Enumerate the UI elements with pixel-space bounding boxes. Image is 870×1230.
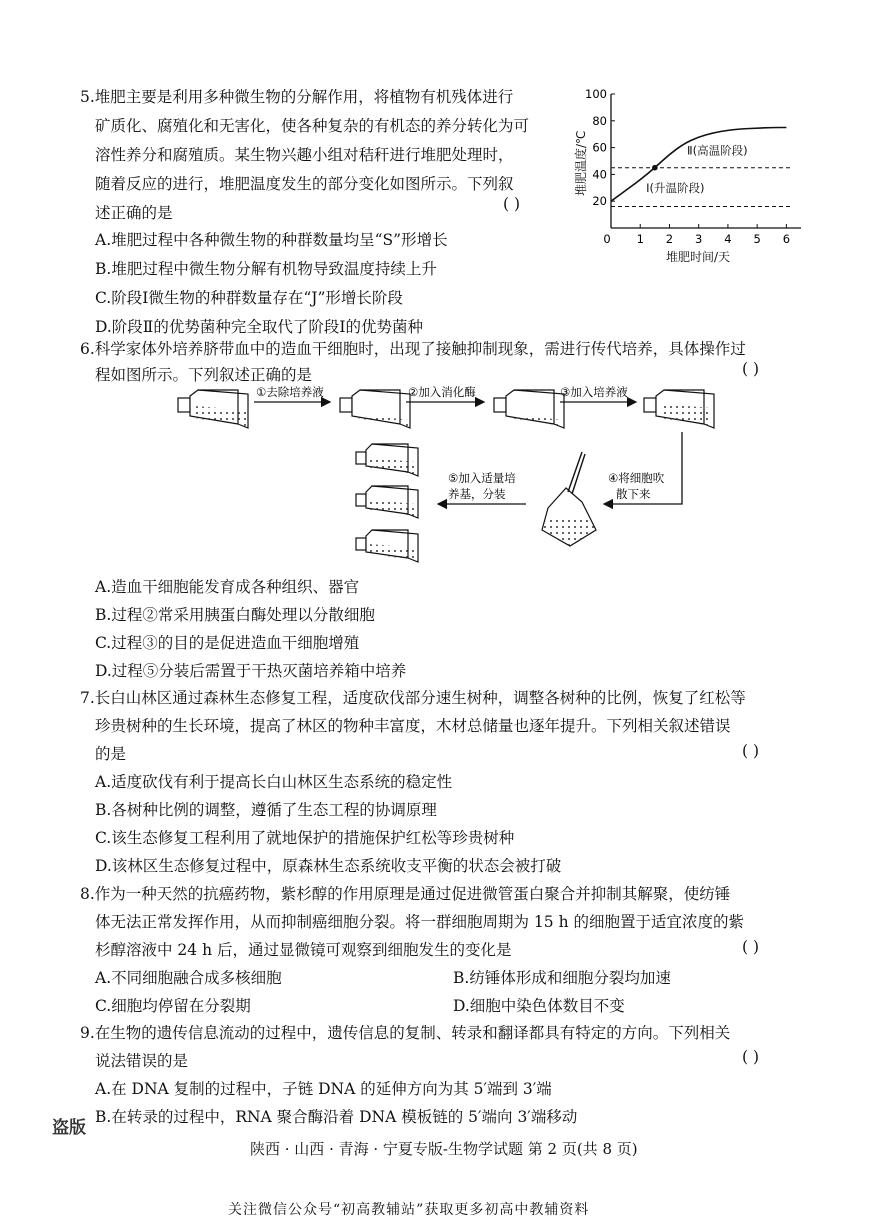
- q5-line-5: 述正确的是: [95, 204, 173, 222]
- page-footer: 陕西 · 山西 · 青海 · 宁夏专版-生物学试题 第 2 页(共 8 页): [250, 1140, 638, 1158]
- chart-x-tick-label: 0: [603, 232, 611, 246]
- upright-flask: [542, 452, 596, 546]
- q7-answer-paren: ( ): [742, 742, 760, 760]
- q7-option-a: A.适度砍伐有利于提高长白山林区生态系统的稳定性: [95, 773, 453, 791]
- chart-annotation-rising: Ⅰ(升温阶段): [646, 180, 705, 195]
- step-4-label-1: ④将细胞吹: [608, 471, 665, 485]
- chart-y-tick-label: 80: [592, 113, 607, 128]
- q9-line-1: 9.在生物的遗传信息流动的过程中，遗传信息的复制、转录和翻译都具有特定的方向。下列相关: [80, 1024, 731, 1042]
- step-4-label-2: 散下来: [616, 487, 651, 501]
- q5-line-3: 溶性养分和腐殖质。某生物兴趣小组对秸秆进行堆肥处理时，: [95, 146, 514, 164]
- chart-y-tick-label: 20: [592, 194, 607, 209]
- flask-1: [178, 390, 248, 428]
- q8-option-c: C.细胞均停留在分裂期: [95, 997, 251, 1015]
- q7-line-1: 7.长白山林区通过森林生态修复工程，适度砍伐部分速生树种，调整各树种的比例，恢复了红松等: [80, 689, 746, 707]
- flask-3: [494, 390, 564, 428]
- q8-option-b: B.纺锤体形成和细胞分裂均加速: [453, 969, 671, 987]
- chart-x-tick-label: 6: [782, 232, 791, 246]
- q6-line-1: 6.科学家体外培养脐带血中的造血干细胞时，出现了接触抑制现象，需进行传代培养，具体操作过: [80, 340, 746, 358]
- chart-y-tick-label: 40: [592, 167, 607, 182]
- chart-x-tick-label: 3: [695, 232, 703, 246]
- chart-x-label: 堆肥时间/天: [665, 250, 731, 264]
- result-flask-1: [356, 444, 418, 476]
- chart-y-tick-label: 60: [592, 140, 607, 155]
- q6-option-a: A.造血干细胞能发育成各种组织、器官: [95, 578, 360, 596]
- q8-line-3: 杉醇溶液中 24 h 后，通过显微镜可观察到细胞发生的变化是: [95, 941, 512, 959]
- result-flask-2: [356, 486, 418, 518]
- q9-answer-paren: ( ): [742, 1048, 760, 1066]
- q8-option-a: A.不同细胞融合成多核细胞: [95, 969, 282, 987]
- step-3-label: ③加入培养液: [560, 385, 628, 399]
- q6-option-b: B.过程②常采用胰蛋白酶处理以分散细胞: [95, 606, 375, 624]
- q8-line-1: 8.作为一种天然的抗癌药物，紫杉醇的作用原理是通过促进微管蛋白聚合并抑制其解聚，使纺锤: [80, 885, 731, 903]
- q6-option-d: D.过程⑤分装后需置于干热灭菌培养箱中培养: [95, 662, 407, 680]
- q6-option-c: C.过程③的目的是促进造血干细胞增殖: [95, 634, 360, 652]
- cell-culture-diagram: [170, 380, 730, 585]
- chart-ticks: [585, 87, 790, 246]
- q8-option-d: D.细胞中染色体数目不变: [453, 997, 625, 1015]
- q9-option-a: A.在 DNA 复制的过程中，子链 DNA 的延伸方向为其 5′端到 3′端: [95, 1080, 552, 1098]
- chart-intersection-point: [652, 165, 658, 171]
- step-5-label-2: 养基，分装: [448, 487, 506, 501]
- result-flask-3: [356, 530, 418, 562]
- q5-option-d: D.阶段Ⅱ的优势菌种完全取代了阶段Ⅰ的优势菌种: [95, 318, 423, 336]
- q5-option-c: C.阶段Ⅰ微生物的种群数量存在“J”形增长阶段: [95, 289, 403, 307]
- temperature-chart: [565, 80, 805, 265]
- chart-x-tick-label: 4: [724, 232, 732, 246]
- chart-axes: [611, 94, 801, 228]
- step-2-label: ②加入消化酶: [408, 385, 476, 399]
- q6-answer-paren: ( ): [742, 360, 760, 378]
- q9-line-2: 说法错误的是: [95, 1052, 189, 1070]
- chart-x-tick-label: 1: [636, 232, 644, 246]
- flask-4: [644, 390, 714, 428]
- flask-2: [340, 390, 410, 428]
- q9-option-b: B.在转录的过程中，RNA 聚合酶沿着 DNA 模板链的 5′端向 3′端移动: [95, 1108, 578, 1126]
- q7-option-d: D.该林区生态修复过程中，原森林生态系统收支平衡的状态会被打破: [95, 857, 562, 875]
- q8-line-2: 体无法正常发挥作用，从而抑制癌细胞分裂。将一群细胞周期为 15 h 的细胞置于适宜浓度的紫: [95, 913, 744, 931]
- q6-line-2: 程如图所示。下列叙述正确的是: [95, 366, 313, 384]
- q5-line-1: 5.堆肥主要是利用多种微生物的分解作用，将植物有机残体进行: [80, 88, 514, 106]
- step-1-label: ①去除培养液: [256, 385, 324, 399]
- chart-x-tick-label: 2: [665, 232, 674, 246]
- chart-y-tick-label: 100: [585, 87, 607, 101]
- bottom-promo-note: 关注微信公众号“初高教辅站”获取更多初高中教辅资料: [228, 1202, 590, 1218]
- piracy-stamp: 盗版: [52, 1118, 86, 1138]
- q5-answer-paren: ( ): [503, 195, 521, 213]
- q7-option-b: B.各树种比例的调整，遵循了生态工程的协调原理: [95, 801, 437, 819]
- q7-option-c: C.该生态修复工程利用了就地保护的措施保护红松等珍贵树种: [95, 829, 515, 847]
- q8-answer-paren: ( ): [742, 938, 760, 956]
- chart-annotation-high-temp: Ⅱ(高温阶段): [687, 143, 748, 158]
- q5-option-a: A.堆肥过程中各种微生物的种群数量均呈“S”形增长: [95, 231, 448, 249]
- q7-line-2: 珍贵树种的生长环境，提高了林区的物种丰富度，木材总储量也逐年提升。下列相关叙述错误: [95, 717, 731, 735]
- q5-option-b: B.堆肥过程中微生物分解有机物导致温度持续上升: [95, 260, 437, 278]
- q5-line-2: 矿质化、腐殖化和无害化，使各种复杂的有机态的养分转化为可: [95, 117, 530, 135]
- q5-line-4: 随着反应的进行，堆肥温度发生的部分变化如图所示。下列叙: [95, 175, 514, 193]
- step-5-label-1: ⑤加入适量培: [448, 471, 516, 485]
- q7-line-3: 的是: [95, 745, 127, 763]
- chart-x-tick-label: 5: [753, 232, 761, 246]
- chart-y-label: 堆肥温度/℃: [574, 130, 588, 196]
